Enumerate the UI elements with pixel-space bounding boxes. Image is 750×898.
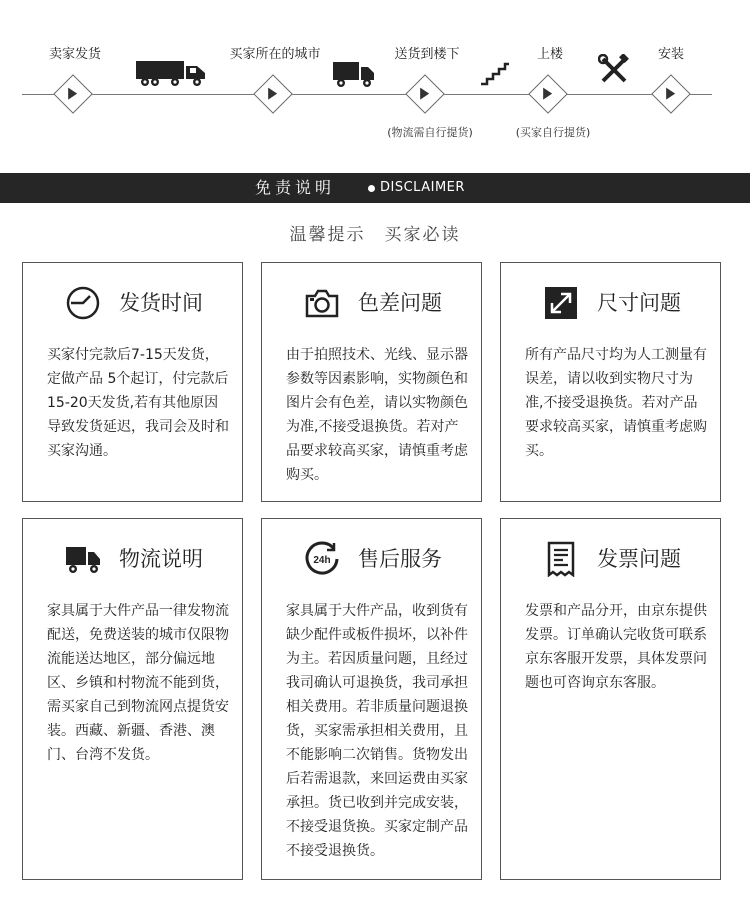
card-body: 家具属于大件产品，收到货有缺少配件或板件损坏，以补件为主。若因质量问题，且经过我司确认可退换货，我司承担相关费用。若非质量问题退换货，买家需承担相关费用，且不能影响二次销售。货物发出后若需退款，来回运费由买家承担。货已收到并完成安装，不接受退货换。买家定制产品不接受退换货。 <box>286 603 468 859</box>
clock-icon <box>65 285 101 321</box>
disclaimer-title-en: DISCLAIMER <box>380 180 465 195</box>
card-color-difference <box>261 262 482 502</box>
24h-service-icon <box>304 541 340 577</box>
card-title: 物流说明 <box>119 547 203 571</box>
flow-step-marker <box>528 74 568 114</box>
card-body: 所有产品尺寸均为人工测量有误差，请以收到实物尺寸为准,不接受退换货。若对产品要求较高买家，请慎重考虑购买。 <box>525 347 707 459</box>
flow-step-marker <box>405 74 445 114</box>
flow-line <box>22 94 712 95</box>
card-body: 由于拍照技术、光线、显示器参数等因素影响，实物颜色和图片会有色差，请以实物颜色为准,不接受退换货。若对产品要求较高买家，请慎重考虑购买。 <box>286 347 468 483</box>
truck-icon <box>65 541 101 577</box>
card-after-sales <box>261 518 482 880</box>
disclaimer-bar <box>0 173 750 203</box>
card-shipping-time <box>22 262 243 502</box>
card-size <box>500 262 721 502</box>
card-logistics <box>22 518 243 880</box>
24h-text: 24h <box>313 555 331 566</box>
card-title: 发货时间 <box>119 291 203 315</box>
flow-step-label: 卖家发货 <box>48 47 102 62</box>
flow-step-marker <box>651 74 691 114</box>
disclaimer-subtitle: 温馨提示 买家必读 <box>289 225 461 245</box>
stairs-icon <box>479 62 511 86</box>
card-title: 色差问题 <box>358 291 442 315</box>
receipt-icon <box>543 541 579 577</box>
flow-step-note: (买家自行提货) <box>515 126 591 139</box>
card-body: 家具属于大件产品一律发物流配送，免费送装的城市仅限物流能送达地区，部分偏远地区、乡镇和村物流不能到货，需买家自己到物流网点提货安装。西藏、新疆、香港、澳门、台湾不发货。 <box>47 603 229 763</box>
flow-step-label: 送货到楼下 <box>394 47 460 62</box>
card-body: 发票和产品分开，由京东提供发票。订单确认完收货可联系京东客服开发票，具体发票问题也可咨询京东客服。 <box>525 603 707 691</box>
card-title: 尺寸问题 <box>597 291 681 315</box>
bullet-dot <box>368 185 375 192</box>
flow-step-label: 安装 <box>657 47 685 62</box>
disclaimer-title: 免责说明 <box>255 178 336 197</box>
flow-step-label: 上楼 <box>536 47 564 62</box>
flow-step-marker <box>53 74 93 114</box>
flow-step-marker <box>253 74 293 114</box>
flow-step-label: 买家所在的城市 <box>229 47 321 62</box>
card-body: 买家付完款后7-15天发货，定做产品 5个起订，付完款后15-20天发货,若有其他原因导致发货延迟，我司会及时和买家沟通。 <box>47 347 229 459</box>
card-title: 发票问题 <box>597 547 681 571</box>
card-title: 售后服务 <box>358 547 442 571</box>
flow-step-note: (物流需自行提货) <box>387 126 473 139</box>
resize-icon <box>543 285 579 321</box>
small-truck-icon <box>332 60 376 88</box>
camera-icon <box>304 285 340 321</box>
card-invoice <box>500 518 721 880</box>
tools-icon <box>598 54 630 86</box>
big-truck-icon <box>135 59 207 87</box>
